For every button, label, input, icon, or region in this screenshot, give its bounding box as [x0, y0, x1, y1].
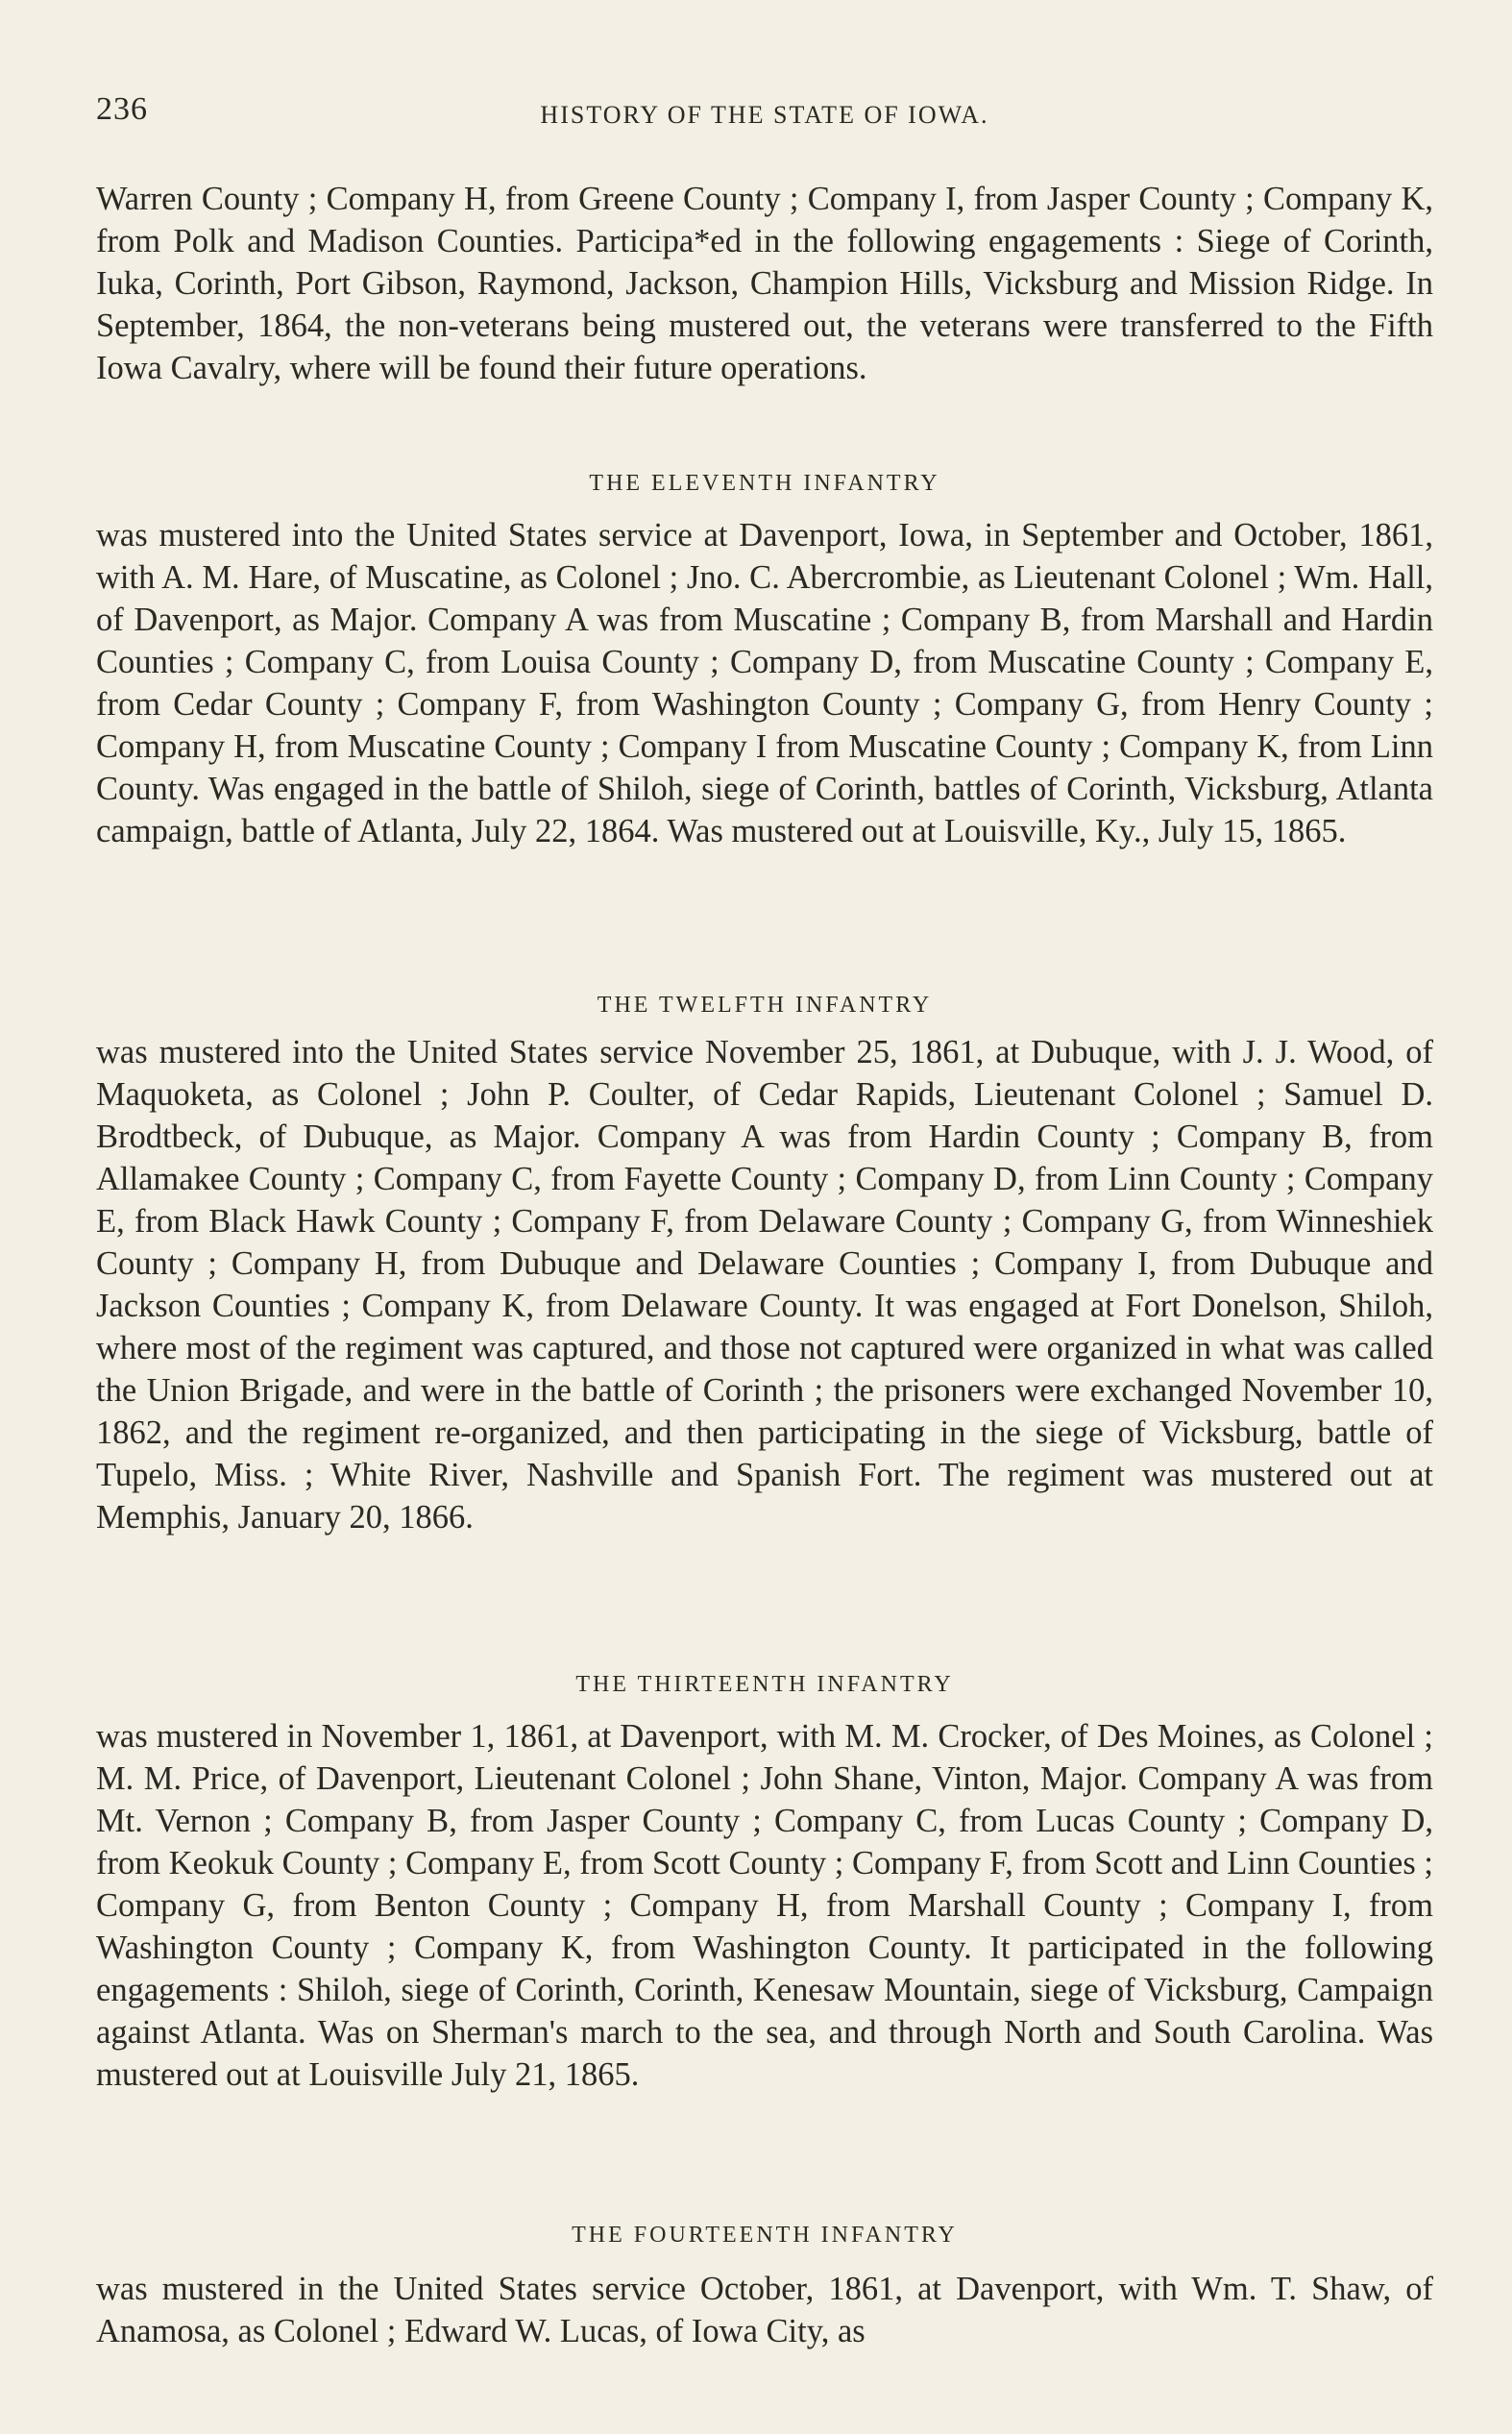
section-continuation: [96, 178, 1433, 389]
twelfth-infantry-paragraph: was mustered into the United States service November 25, 1861, at Dubuque, with J. J. Wood, of Maquoketa, as Colonel ; John P. Coulter, of Cedar Rapids, Lieutenant Colonel ; Samuel D. Brodtbeck, of Dubuque, as Major. Company A was from Hardin County ; Company B, from Allamakee County ; Company C, from Fayette County ; Company D, from Linn County ; Company E, from Black Hawk County ; Company F, from Delaware County ; Company G, from Winneshiek County ; Company H, from Dubuque and Delaware Counties ; Company I, from Dubuque and Jackson Counties ; Company K, from Delaware County. It was engaged at Fort Donelson, Shiloh, where most of the regiment was captured, and those not captured were organized in what was called the Union Brigade, and were in the battle of Corinth ; the prisoners were exchanged November 10, 1862, and the regiment re-organized, and then participating in the siege of Vicksburg, battle of Tupelo, Miss. ; White River, Nashville and Spanish Fort. The regiment was mustered out at Memphis, January 20, 1866.: [96, 1034, 1433, 1536]
section-thirteenth-infantry: [96, 1715, 1433, 2096]
continuation-paragraph: Warren County ; Company H, from Greene County ; Company I, from Jasper County ; Company K, from Polk and Madison Counties. Participa*ed in the following engagements : Siege of Corinth, Iuka, Corinth, Port Gibson, Raymond, Jackson, Champion Hills, Vicksburg and Mission Ridge. In September, 1864, the non-veterans being mustered out, the veterans were transferred to the Fifth Iowa Cavalry, where will be found their future operations.: [96, 181, 1433, 386]
heading-eleventh-infantry: THE ELEVENTH INFANTRY: [589, 471, 940, 496]
heading-fourteenth-infantry: THE FOURTEENTH INFANTRY: [572, 2223, 958, 2248]
section-fourteenth-infantry: [96, 2268, 1433, 2352]
heading-thirteenth-infantry: THE THIRTEENTH INFANTRY: [575, 1672, 954, 1697]
fourteenth-infantry-paragraph: was mustered in the United States service October, 1861, at Davenport, with Wm. T. Shaw, of Anamosa, as Colonel ; Edward W. Lucas, of Iowa City, as: [96, 2271, 1433, 2349]
book-page: [96, 91, 1433, 2349]
running-title: HISTORY OF THE STATE OF IOWA.: [540, 101, 989, 129]
page-number: 236: [96, 91, 148, 127]
running-head: [96, 91, 1433, 149]
section-eleventh-infantry: [96, 514, 1433, 852]
thirteenth-infantry-paragraph: was mustered in November 1, 1861, at Davenport, with M. M. Crocker, of Des Moines, as Colonel ; M. M. Price, of Davenport, Lieutenant Colonel ; John Shane, Vinton, Major. Company A was from Mt. Vernon ; Company B, from Jasper County ; Company C, from Lucas County ; Company D, from Keokuk County ; Company E, from Scott County ; Company F, from Scott and Linn Counties ; Company G, from Benton County ; Company H, from Marshall County ; Company I, from Washington County ; Company K, from Washington County. It participated in the following engagements : Shiloh, siege of Corinth, Corinth, Kenesaw Mountain, siege of Vicksburg, Campaign against Atlanta. Was on Sherman's march to the sea, and through North and South Carolina. Was mustered out at Louisville July 21, 1865.: [96, 1718, 1433, 2093]
eleventh-infantry-paragraph: was mustered into the United States service at Davenport, Iowa, in September and October, 1861, with A. M. Hare, of Muscatine, as Colonel ; Jno. C. Abercrombie, as Lieutenant Colonel ; Wm. Hall, of Davenport, as Major. Company A was from Muscatine ; Company B, from Marshall and Hardin Counties ; Company C, from Louisa County ; Company D, from Muscatine County ; Company E, from Cedar County ; Company F, from Washington County ; Company G, from Henry County ; Company H, from Muscatine County ; Company I from Muscatine County ; Company K, from Linn County. Was engaged in the battle of Shiloh, siege of Corinth, battles of Corinth, Vicksburg, Atlanta campaign, battle of Atlanta, July 22, 1864. Was mustered out at Louisville, Ky., July 15, 1865.: [96, 517, 1433, 849]
heading-twelfth-infantry: THE TWELFTH INFANTRY: [597, 993, 933, 1018]
section-twelfth-infantry: [96, 1031, 1433, 1538]
